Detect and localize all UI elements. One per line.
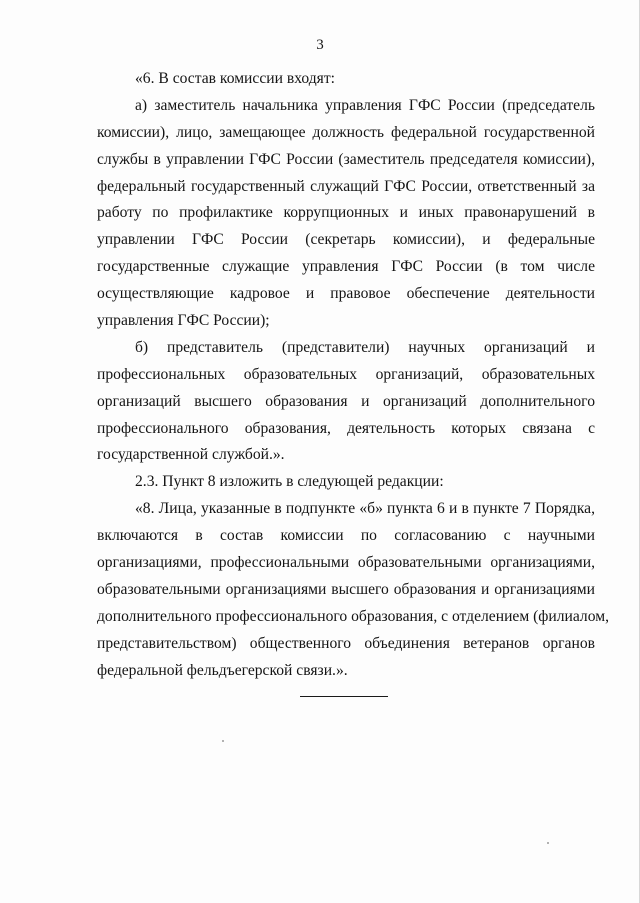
- text-line: государственные служащие управления ГФС России (в том числе: [97, 258, 595, 276]
- text-line: работу по профилактике коррупционных и иных правонарушений в: [97, 204, 595, 222]
- document-body: [97, 66, 609, 684]
- text-line: федеральный государственный служащий ГФС России, ответственный за: [97, 177, 595, 195]
- text-line: профессиональных образовательных организаций, образовательных: [97, 365, 595, 383]
- text-line: б) представитель (представители) научных организаций и: [135, 338, 595, 356]
- end-of-text-rule: [300, 696, 388, 697]
- text-line: организаций высшего образования и организаций дополнительного: [97, 392, 595, 410]
- text-line: осуществляющие кадровое и правовое обеспечение деятельности: [97, 285, 595, 303]
- text-line: комиссии), лицо, замещающее должность федеральной государственной: [97, 123, 595, 141]
- text-line: управления ГФС России);: [97, 312, 270, 330]
- text-line: организациями, профессиональными образовательными организациями,: [97, 554, 595, 572]
- text-line: государственной службой.».: [97, 446, 285, 464]
- scan-speck: [222, 740, 224, 742]
- text-line: «6. В состав комиссии входят:: [135, 70, 335, 87]
- text-line: управлении ГФС России (секретарь комиссии), и федеральные: [97, 231, 595, 249]
- text-line: дополнительного профессионального образования, с отделением (филиалом,: [97, 607, 609, 625]
- text-line: представительством) общественного объединения ветеранов органов: [97, 634, 595, 652]
- scan-speck: [547, 842, 549, 844]
- text-line: включаются в состав комиссии по согласованию с научными: [97, 527, 595, 545]
- text-line: «8. Лица, указанные в подпункте «б» пункта 6 и в пункте 7 Порядка,: [135, 500, 595, 518]
- text-line: федеральной фельдъегерской связи.».: [97, 661, 348, 679]
- page-number: 3: [316, 37, 324, 53]
- text-line: службы в управлении ГФС России (заместитель председателя комиссии),: [97, 150, 595, 168]
- text-line: 2.3. Пункт 8 изложить в следующей редакции:: [135, 473, 444, 491]
- text-line: образовательными организациями высшего образования и организациями: [97, 580, 595, 598]
- text-line: а) заместитель начальника управления ГФС России (председатель: [135, 96, 595, 114]
- text-line: профессионального образования, деятельность которых связана с: [97, 419, 595, 437]
